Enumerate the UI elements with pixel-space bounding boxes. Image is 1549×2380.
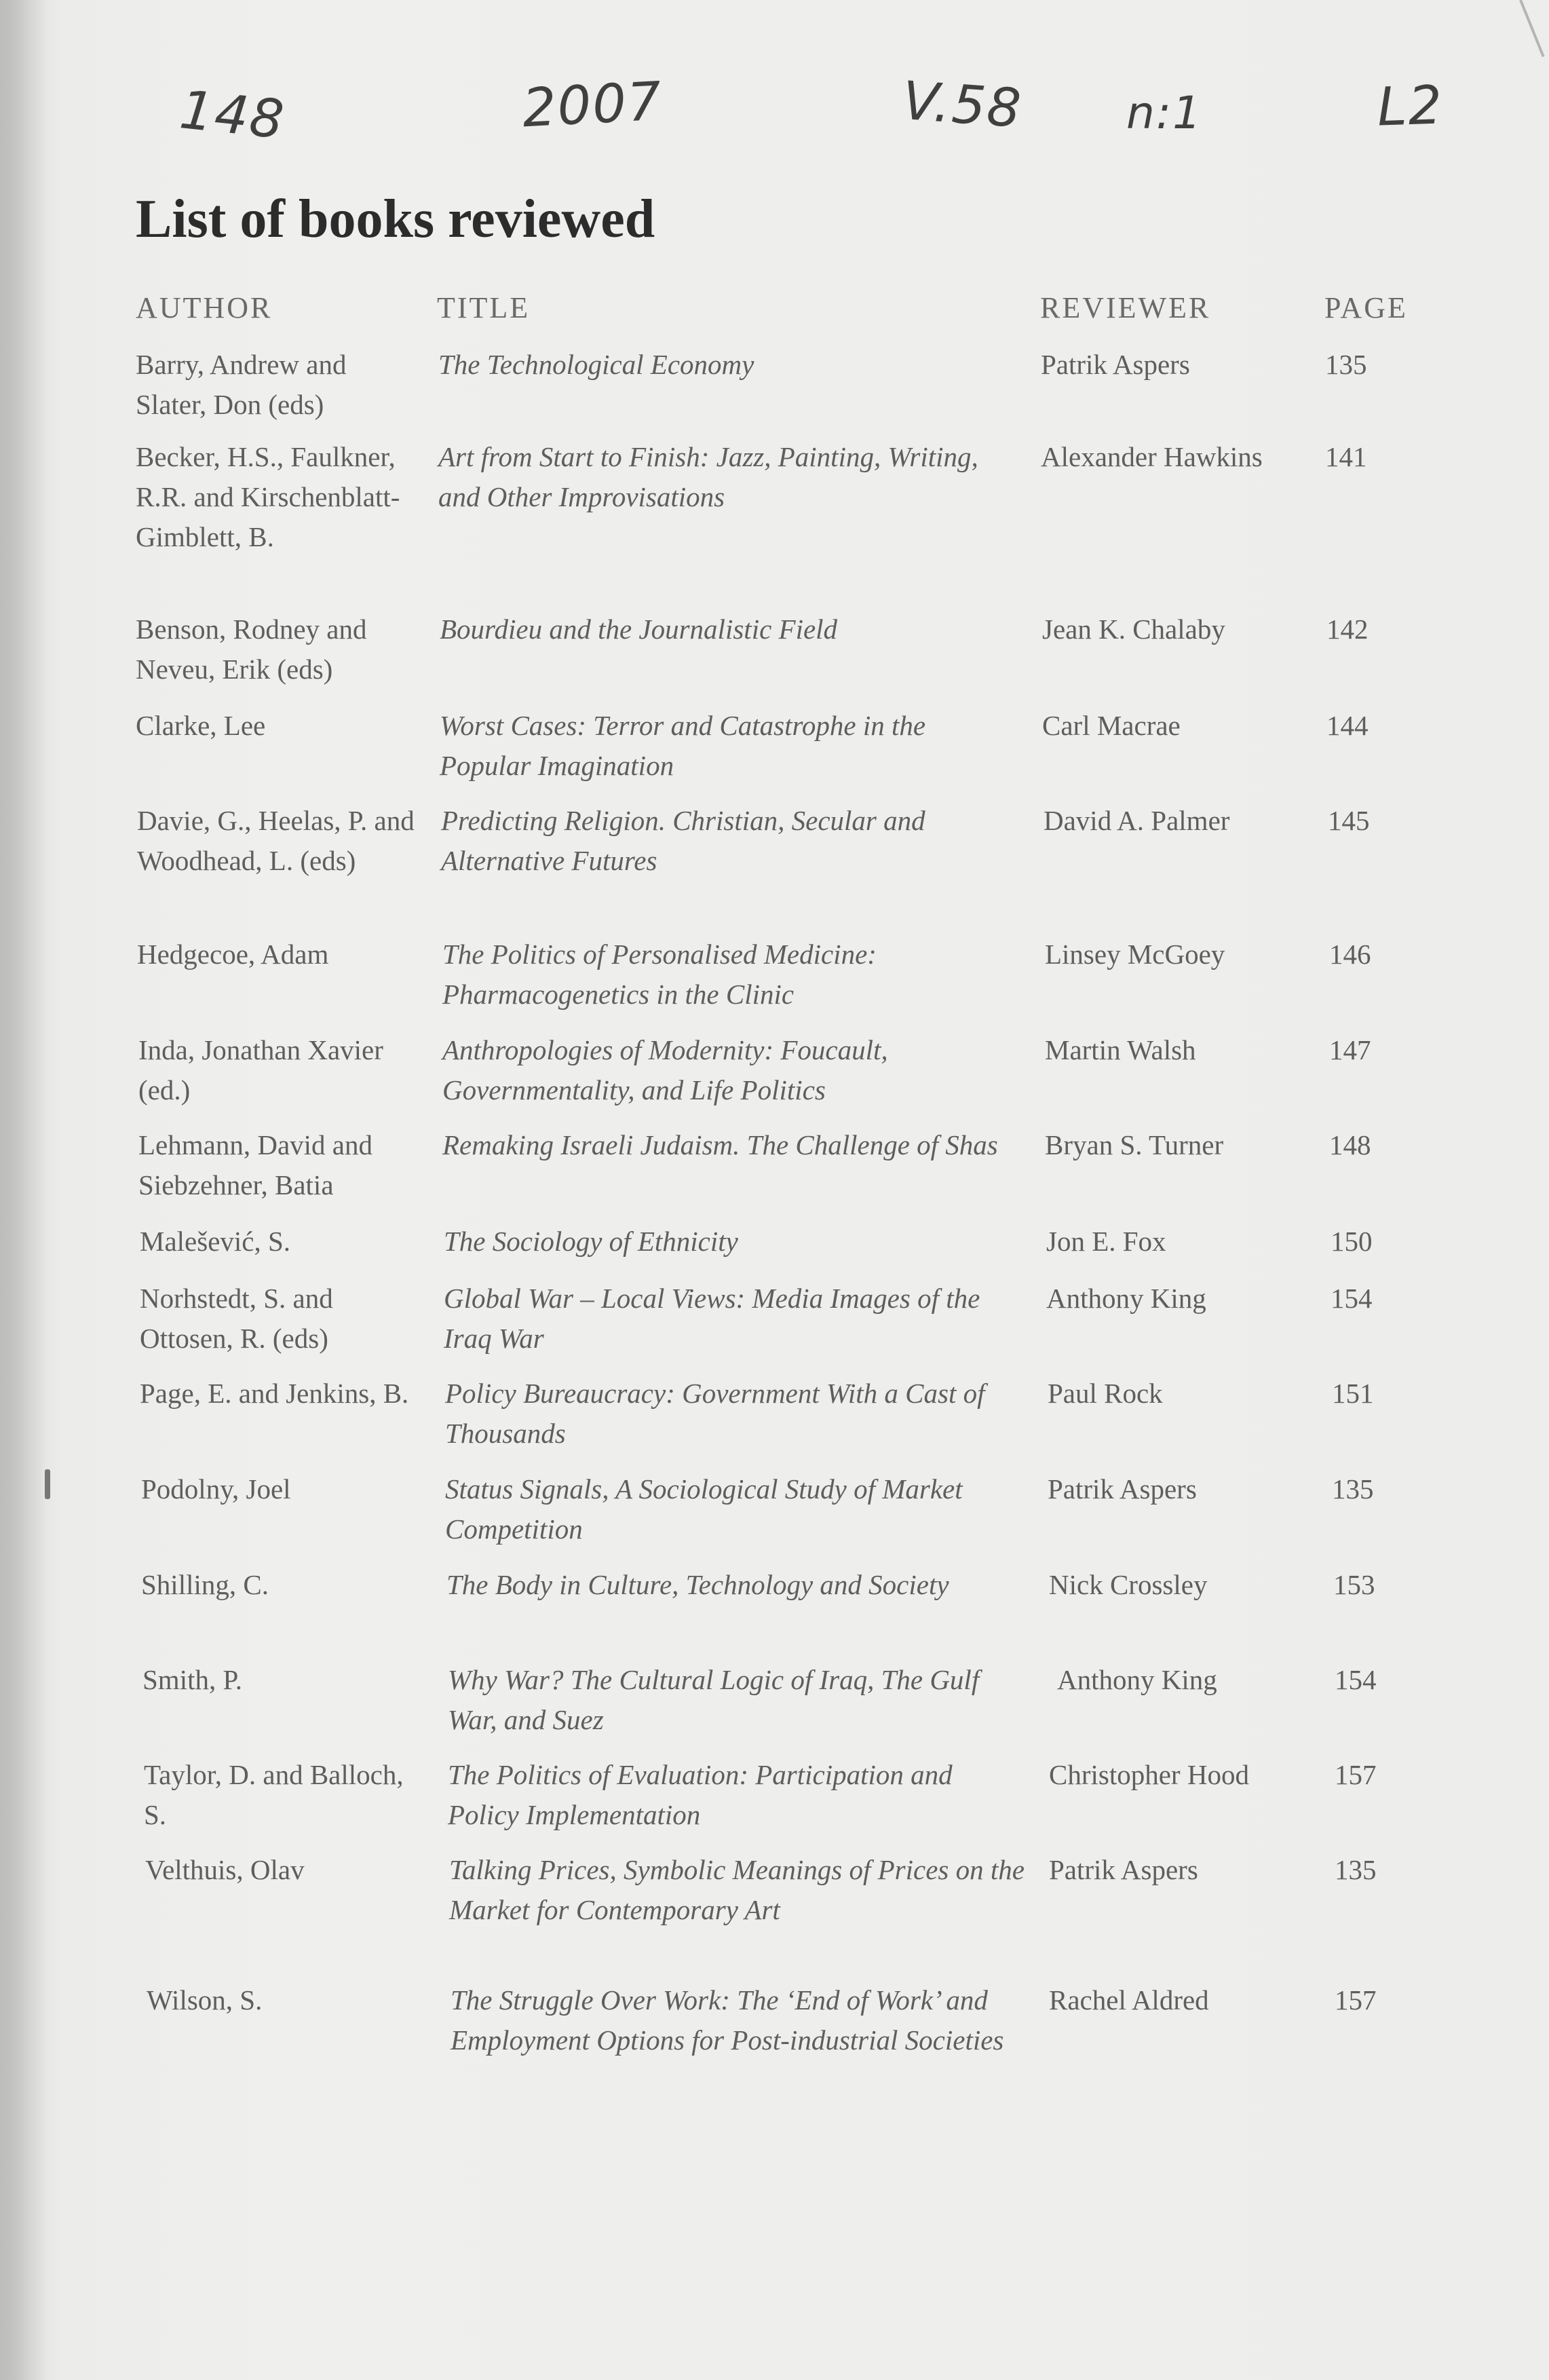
author-cell: Davie, G., Heelas, P. and Woodhead, L. (eds): [137, 805, 415, 876]
title-cell: The Struggle Over Work: The ‘End of Work’ and Employment Options for Post-industrial Societies: [451, 1984, 1004, 2056]
reviewer-cell: Christopher Hood: [1049, 1759, 1249, 1790]
spine-shadow: [0, 0, 47, 2380]
column-header-reviewer: REVIEWER: [1040, 291, 1211, 324]
author-cell: Lehmann, David and Siebzehner, Batia: [138, 1129, 372, 1201]
page-cell: 153: [1333, 1569, 1375, 1600]
title-cell: Predicting Religion. Christian, Secular and Alternative Futures: [441, 805, 925, 876]
reviewer-cell: Carl Macrae: [1042, 710, 1181, 741]
author-cell: Malešević, S.: [140, 1226, 291, 1257]
author-cell: Podolny, Joel: [141, 1473, 291, 1505]
page-cell: 157: [1335, 1759, 1377, 1790]
page-cell: 135: [1332, 1473, 1374, 1505]
column-header-page: PAGE: [1324, 291, 1408, 324]
reviewer-cell: Patrik Aspers: [1041, 349, 1190, 380]
page-cell: 135: [1325, 349, 1367, 380]
handwritten-annotation: 148: [176, 79, 288, 151]
page-cell: 141: [1325, 441, 1367, 472]
reviewer-cell: Linsey McGoey: [1045, 939, 1225, 970]
title-cell: Bourdieu and the Journalistic Field: [440, 613, 838, 645]
reviewer-cell: Jean K. Chalaby: [1042, 613, 1225, 645]
column-header-author: AUTHOR: [136, 291, 273, 324]
reviewer-cell: Anthony King: [1046, 1283, 1206, 1314]
title-cell: The Politics of Evaluation: Participation and Policy Implementation: [448, 1759, 953, 1830]
corner-mark: [1519, 0, 1544, 57]
handwritten-annotation: V.58: [900, 70, 1025, 140]
author-cell: Inda, Jonathan Xavier (ed.): [138, 1034, 383, 1106]
author-cell: Wilson, S.: [147, 1984, 263, 2016]
reviewer-cell: Patrik Aspers: [1048, 1473, 1197, 1505]
title-cell: Worst Cases: Terror and Catastrophe in the Popular Imagination: [440, 710, 926, 781]
title-cell: Anthropologies of Modernity: Foucault, Governmentality, and Life Politics: [442, 1034, 888, 1106]
reviewer-cell: Paul Rock: [1048, 1378, 1163, 1409]
page-cell: 154: [1335, 1664, 1377, 1695]
page-cell: 154: [1331, 1283, 1373, 1314]
reviewer-cell: Jon E. Fox: [1046, 1226, 1166, 1257]
reviewer-cell: Alexander Hawkins: [1041, 441, 1263, 472]
reviewer-cell: Anthony King: [1057, 1664, 1217, 1695]
reviewer-cell: Martin Walsh: [1045, 1034, 1196, 1065]
show-through: [1248, 197, 1271, 299]
author-cell: Norhstedt, S. and Ottosen, R. (eds): [140, 1283, 333, 1354]
author-cell: Hedgecoe, Adam: [137, 939, 329, 970]
page-cell: 157: [1335, 1984, 1377, 2016]
title-cell: Status Signals, A Sociological Study of Market Competition: [445, 1473, 963, 1545]
author-cell: Shilling, C.: [141, 1569, 269, 1600]
reviewer-cell: Rachel Aldred: [1049, 1984, 1209, 2016]
author-cell: Benson, Rodney and Neveu, Erik (eds): [136, 613, 367, 685]
page-cell: 145: [1328, 805, 1370, 836]
title-cell: Talking Prices, Symbolic Meanings of Prices on the Market for Contemporary Art: [449, 1854, 1025, 1925]
title-cell: The Politics of Personalised Medicine: Pharmacogenetics in the Clinic: [442, 939, 877, 1010]
title-cell: Remaking Israeli Judaism. The Challenge of Shas: [442, 1129, 998, 1160]
handwritten-annotation: n:1: [1126, 87, 1203, 139]
page-cell: 146: [1329, 939, 1371, 970]
title-cell: Why War? The Cultural Logic of Iraq, The Gulf War, and Suez: [448, 1664, 980, 1735]
page-cell: 150: [1331, 1226, 1373, 1257]
spine-mark: [45, 1469, 50, 1499]
title-cell: Art from Start to Finish: Jazz, Painting, Writing, and Other Improvisations: [438, 441, 978, 512]
author-cell: Barry, Andrew and Slater, Don (eds): [136, 349, 347, 420]
author-cell: Taylor, D. and Balloch, S.: [144, 1759, 404, 1830]
reviewer-cell: Patrik Aspers: [1049, 1854, 1198, 1885]
page-cell: 144: [1326, 710, 1369, 741]
author-cell: Page, E. and Jenkins, B.: [140, 1378, 409, 1409]
page-cell: 135: [1335, 1854, 1377, 1885]
reviewer-cell: Nick Crossley: [1049, 1569, 1208, 1600]
title-cell: The Body in Culture, Technology and Society: [446, 1569, 949, 1600]
page-cell: 142: [1326, 613, 1369, 645]
column-header-title: TITLE: [437, 291, 531, 324]
author-cell: Clarke, Lee: [136, 710, 266, 741]
handwritten-annotation: 2007: [520, 71, 664, 140]
page-cell: 148: [1329, 1129, 1371, 1160]
page-cell: 151: [1332, 1378, 1374, 1409]
author-cell: Velthuis, Olav: [145, 1854, 305, 1885]
reviewer-cell: Bryan S. Turner: [1045, 1129, 1224, 1160]
handwritten-annotation: L2: [1376, 75, 1445, 138]
page-cell: 147: [1329, 1034, 1371, 1065]
title-cell: The Technological Economy: [438, 349, 754, 380]
author-cell: Becker, H.S., Faulkner, R.R. and Kirschenblatt-Gimblett, B.: [136, 441, 400, 552]
reviewer-cell: David A. Palmer: [1044, 805, 1230, 836]
page-title: List of books reviewed: [136, 189, 655, 249]
title-cell: Global War – Local Views: Media Images of the Iraq War: [444, 1283, 980, 1354]
title-cell: Policy Bureaucracy: Government With a Cast of Thousands: [445, 1378, 985, 1449]
author-cell: Smith, P.: [142, 1664, 242, 1695]
title-cell: The Sociology of Ethnicity: [444, 1226, 738, 1257]
